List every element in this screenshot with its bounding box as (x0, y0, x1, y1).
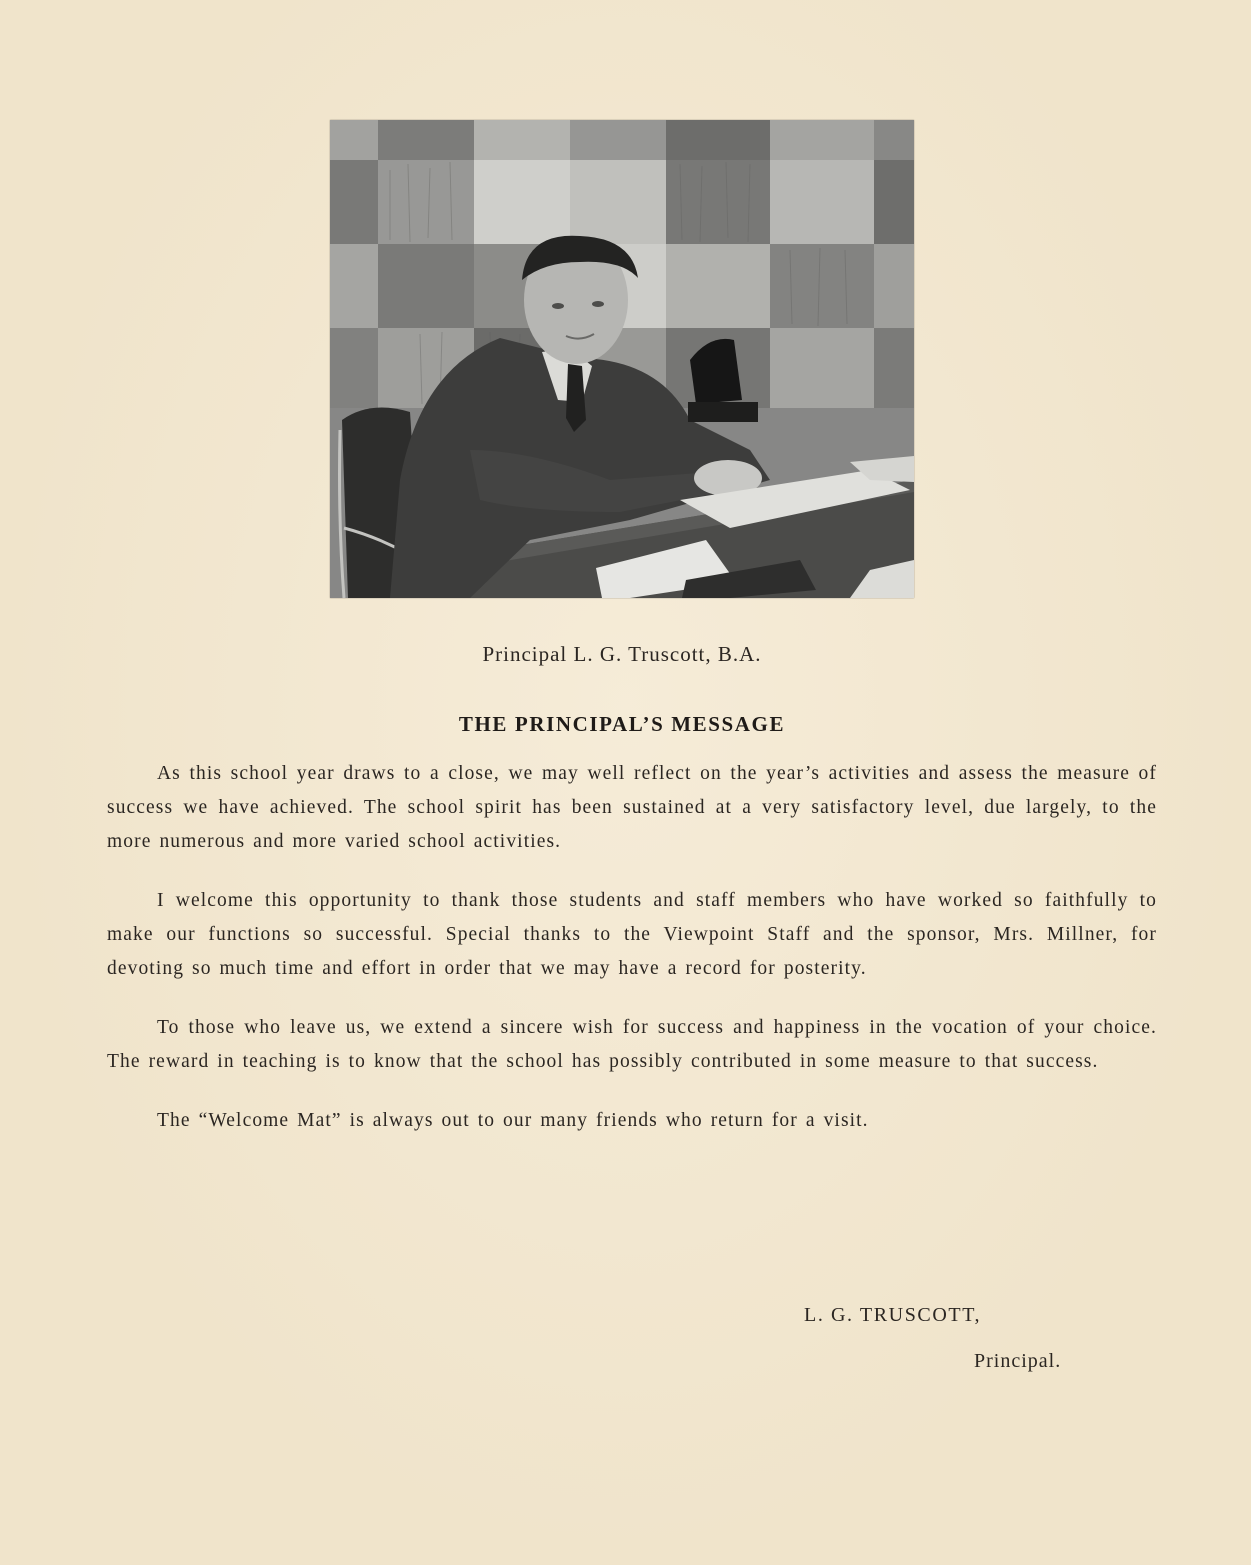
principal-photo-image (330, 120, 914, 598)
principal-photo (330, 120, 914, 598)
message-paragraph: I welcome this opportunity to thank those students and staff members who have worked so faithfully to make our functions so successful. Special thanks to the Viewpoint Staff and the sponsor, Mrs. Millner, for devoting so much time and effort in order that we may have a record for posterity. (107, 890, 1157, 979)
signature-title: Principal. (974, 1350, 1062, 1372)
photo-caption: Principal L. G. Truscott, B.A. (482, 642, 762, 666)
message-heading: THE PRINCIPAL’S MESSAGE (458, 712, 786, 736)
message-paragraph: As this school year draws to a close, we may well reflect on the year’s activities and assess the measure of success we have achieved. The school spirit has been sustained at a very satisfactory level, due largely, to the more numerous and more varied school activities. (107, 763, 1157, 852)
signature-name: L. G. TRUSCOTT, (804, 1304, 982, 1326)
message-paragraph: To those who leave us, we extend a sincere wish for success and happiness in the vocation of your choice. The reward in teaching is to know that the school has possibly contributed in some measure to that success. (107, 1017, 1157, 1072)
message-paragraph: The “Welcome Mat” is always out to our many friends who return for a visit. (157, 1110, 869, 1131)
message-body (107, 757, 1157, 1163)
